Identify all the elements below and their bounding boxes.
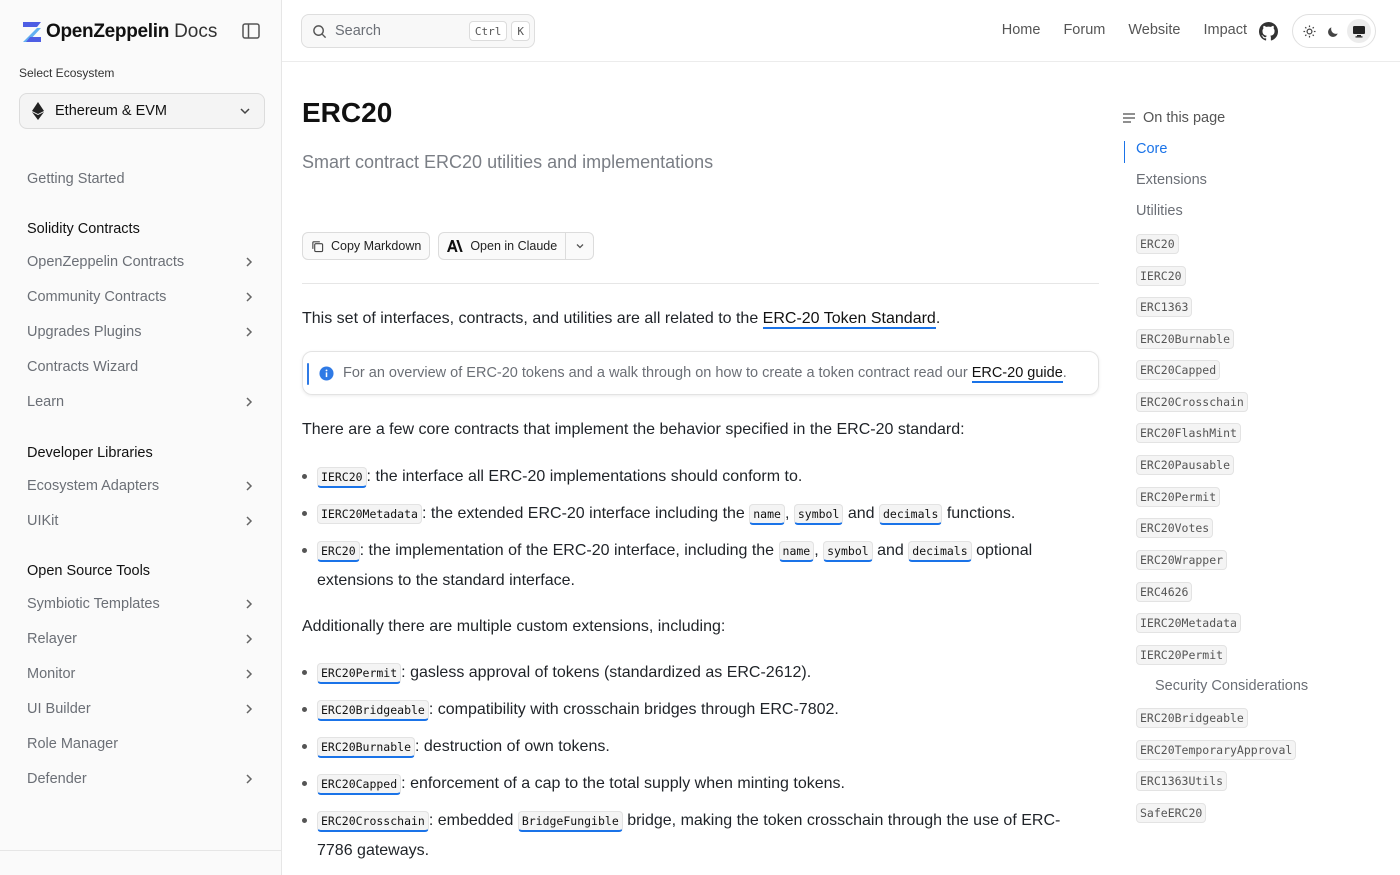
toc-item-security-considerations[interactable]: Security Considerations (1155, 678, 1309, 694)
shortcut-key-k: K (511, 21, 530, 41)
code-link[interactable]: ERC20Burnable (317, 737, 415, 758)
page-subtitle: Smart contract ERC20 utilities and implementations (302, 152, 714, 172)
chevron-right-icon (242, 772, 256, 786)
toc-code-item[interactable]: ERC20Burnable (1136, 329, 1234, 349)
brand-name: OpenZeppelin (46, 21, 170, 42)
copy-markdown-button[interactable] (302, 232, 430, 260)
toc-code-item[interactable]: ERC20Wrapper (1136, 550, 1227, 570)
sidebar-item-uikit[interactable] (18, 506, 266, 536)
toc-heading (1122, 110, 1225, 126)
chevron-right-icon (242, 479, 256, 493)
code-link[interactable]: name (779, 541, 815, 562)
erc20-standard-link[interactable]: ERC-20 Token Standard (762, 310, 936, 327)
toc-code-item[interactable]: ERC20Permit (1136, 487, 1220, 507)
sidebar-item-label: Role Manager (27, 736, 119, 752)
search-input[interactable] (301, 14, 535, 48)
list-item-text: : gasless approval of tokens (standardized as ERC-2612). (401, 664, 812, 681)
list-item-continuation: extensions to the standard interface. (317, 572, 575, 589)
open-in-claude-button[interactable] (438, 232, 594, 260)
info-callout (302, 351, 1099, 395)
sidebar-item-community-contracts[interactable] (18, 282, 266, 312)
sidebar-item-relayer[interactable] (18, 624, 266, 654)
sidebar-item-label: Monitor (27, 666, 76, 682)
toc-item-utilities[interactable]: Utilities (1136, 203, 1183, 219)
theme-light-button[interactable] (1297, 19, 1321, 43)
list-item-text: : the implementation of the ERC-20 interface, including the (359, 542, 779, 559)
toc-item-core[interactable]: Core (1136, 141, 1168, 157)
list-item-text: : enforcement of a cap to the total supply when minting tokens. (401, 775, 845, 792)
ecosystem-label: Select Ecosystem (19, 66, 115, 80)
toc-code-item[interactable]: ERC20Capped (1136, 360, 1220, 380)
code-link[interactable]: ERC20 (317, 541, 360, 562)
callout-text (343, 365, 1067, 381)
code-inline: IERC20Metadata (317, 504, 422, 524)
toc-code-item[interactable]: ERC20Bridgeable (1136, 708, 1248, 728)
chevron-right-icon (242, 325, 256, 339)
code-link[interactable]: BridgeFungible (518, 811, 623, 832)
code-link[interactable]: symbol (823, 541, 873, 562)
theme-switcher (1292, 14, 1376, 48)
sidebar-heading-developer-libraries: Developer Libraries (27, 445, 153, 461)
copy-icon (311, 240, 324, 253)
sidebar-item-upgrades-plugins[interactable] (18, 317, 266, 347)
sidebar-item-defender[interactable] (18, 764, 266, 794)
chevron-right-icon (242, 632, 256, 646)
nav-link-forum[interactable]: Forum (1063, 22, 1106, 38)
code-link[interactable]: decimals (908, 541, 971, 562)
sidebar-item-monitor[interactable] (18, 659, 266, 689)
sidebar-item-label: Contracts Wizard (27, 359, 139, 375)
toc-code-item[interactable]: ERC20Pausable (1136, 455, 1234, 475)
list-item-tail: bridge, making the token crosschain through the use of ERC- (622, 812, 1061, 829)
intro-paragraph (302, 304, 940, 333)
list-item-tail: functions. (942, 505, 1016, 522)
content-divider (302, 283, 1099, 284)
callout-accent-bar (307, 363, 309, 385)
theme-dark-button[interactable] (1322, 19, 1346, 43)
copy-markdown-label: Copy Markdown (331, 239, 422, 253)
logo[interactable] (22, 18, 217, 46)
code-link[interactable]: name (749, 504, 785, 525)
toc-code-item[interactable]: ERC20TemporaryApproval (1136, 740, 1296, 760)
github-icon[interactable] (1259, 22, 1278, 41)
list-item (302, 769, 1092, 799)
search-placeholder: Search (335, 23, 381, 39)
sidebar-toggle-icon[interactable] (240, 20, 262, 42)
chevron-right-icon (242, 702, 256, 716)
moon-icon (1327, 25, 1340, 38)
list-item-text: : embedded (428, 812, 518, 829)
nav-link-website[interactable]: Website (1128, 22, 1181, 38)
toc-code-item[interactable]: ERC4626 (1136, 582, 1192, 602)
open-in-claude-label: Open in Claude (470, 239, 558, 253)
sidebar-item-label: Ecosystem Adapters (27, 478, 160, 494)
core-intro: There are a few core contracts that implement the behavior specified in the ERC-20 standard: (302, 421, 965, 438)
top-nav (1002, 22, 1247, 38)
toc-code-item[interactable]: SafeERC20 (1136, 803, 1206, 823)
code-link[interactable]: ERC20Capped (317, 774, 401, 795)
sidebar-item-label: Learn (27, 394, 65, 410)
sidebar-divider (0, 850, 282, 851)
open-options-dropdown[interactable] (565, 233, 593, 259)
intro-text: This set of interfaces, contracts, and utilities are all related to the (302, 310, 763, 327)
ethereum-icon (32, 102, 44, 120)
shortcut-key-ctrl: Ctrl (469, 21, 508, 41)
list-item-separator: , (814, 542, 824, 559)
search-icon (312, 24, 327, 39)
code-link[interactable]: ERC20Permit (317, 663, 401, 684)
sidebar-item-label: Upgrades Plugins (27, 324, 142, 340)
list-item (302, 499, 1092, 529)
toc-code-item[interactable]: IERC20Permit (1136, 645, 1227, 665)
code-link[interactable]: symbol (794, 504, 844, 525)
sidebar-heading-open-source-tools: Open Source Tools (27, 563, 151, 579)
list-item (302, 536, 1092, 595)
code-link[interactable]: ERC20Bridgeable (317, 700, 429, 721)
sidebar-item-label: UIKit (27, 513, 59, 529)
info-icon (319, 366, 334, 381)
chevron-right-icon (242, 290, 256, 304)
sidebar-item-ui-builder[interactable] (18, 694, 266, 724)
list-item (302, 658, 1092, 688)
toc-code-item[interactable]: ERC1363 (1136, 297, 1192, 317)
callout-body: For an overview of ERC-20 tokens and a walk through on how to create a token contract read our (343, 365, 972, 381)
chevron-right-icon (242, 597, 256, 611)
chevron-right-icon (242, 667, 256, 681)
list-item (302, 806, 1092, 865)
list-icon (1122, 112, 1136, 124)
ecosystem-value: Ethereum & EVM (55, 103, 168, 119)
code-link[interactable]: IERC20 (317, 467, 367, 488)
sidebar-item-label: OpenZeppelin Contracts (27, 254, 185, 270)
list-item-continuation: 7786 gateways. (317, 842, 430, 859)
page-actions (302, 232, 594, 260)
list-item-text: : the extended ERC-20 interface including the (421, 505, 750, 522)
list-item-tail: optional (971, 542, 1033, 559)
theme-system-button[interactable] (1347, 19, 1371, 43)
openzeppelin-logo-icon (22, 21, 42, 43)
sidebar-heading-solidity: Solidity Contracts (27, 221, 140, 237)
toc-item-extensions[interactable]: Extensions (1136, 172, 1207, 188)
toc-code-item[interactable]: IERC20Metadata (1136, 613, 1241, 633)
sidebar-item-contracts-wizard[interactable] (18, 352, 266, 382)
anthropic-icon (447, 240, 463, 252)
sidebar-item-learn[interactable] (18, 387, 266, 417)
sidebar (0, 0, 282, 875)
code-link[interactable]: ERC20Crosschain (317, 811, 429, 832)
top-header (282, 0, 1400, 62)
list-item-text: : compatibility with crosschain bridges through ERC-7802. (428, 701, 839, 718)
sidebar-item-label: Relayer (27, 631, 77, 647)
toc-code-item[interactable]: IERC20 (1136, 266, 1186, 286)
list-item (302, 732, 1092, 762)
list-item (302, 695, 1092, 725)
list-item-separator: and (843, 505, 879, 522)
extensions-intro: Additionally there are multiple custom extensions, including: (302, 618, 726, 635)
chevron-right-icon (242, 395, 256, 409)
sidebar-item-label: Symbiotic Templates (27, 596, 160, 612)
erc20-guide-link[interactable]: ERC-20 guide (971, 365, 1063, 381)
sun-icon (1303, 25, 1316, 38)
intro-end: . (935, 310, 941, 327)
toc-code-item[interactable]: ERC20Crosschain (1136, 392, 1248, 412)
sidebar-item-ecosystem-adapters[interactable] (18, 471, 266, 501)
nav-link-impact[interactable]: Impact (1203, 22, 1247, 38)
monitor-icon (1352, 25, 1366, 38)
code-link[interactable]: decimals (879, 504, 942, 525)
list-item-text: : the interface all ERC-20 implementations should conform to. (366, 468, 803, 485)
sidebar-item-label: Defender (27, 771, 87, 787)
list-item-text: : destruction of own tokens. (415, 738, 610, 755)
sidebar-item-label: UI Builder (27, 701, 91, 717)
list-item (302, 462, 1092, 492)
sidebar-item-getting-started[interactable] (18, 164, 266, 194)
toc-code-item[interactable]: ERC20 (1136, 234, 1179, 254)
toc-active-indicator (1124, 141, 1125, 163)
toc-heading-label: On this page (1143, 110, 1226, 126)
brand-suffix: Docs (174, 21, 218, 42)
list-item-separator: , (784, 505, 794, 522)
page-title: ERC20 (302, 97, 393, 128)
nav-link-home[interactable]: Home (1001, 22, 1041, 38)
chevron-right-icon (242, 514, 256, 528)
sidebar-item-label: Community Contracts (27, 289, 167, 305)
sidebar-item-symbiotic-templates[interactable] (18, 589, 266, 619)
sidebar-item-openzeppelin-contracts[interactable] (18, 247, 266, 277)
toc-code-item[interactable]: ERC20Votes (1136, 518, 1213, 538)
sidebar-item-label: Getting Started (27, 171, 125, 187)
list-item-separator: and (872, 542, 909, 559)
sidebar-item-role-manager[interactable] (18, 729, 266, 759)
toc-code-item[interactable]: ERC20FlashMint (1136, 423, 1241, 443)
ecosystem-select[interactable] (19, 93, 265, 129)
chevron-right-icon (242, 255, 256, 269)
callout-end: . (1062, 365, 1067, 381)
toc-code-item[interactable]: ERC1363Utils (1136, 771, 1227, 791)
chevron-down-icon (574, 240, 586, 252)
chevron-down-icon (238, 104, 252, 118)
